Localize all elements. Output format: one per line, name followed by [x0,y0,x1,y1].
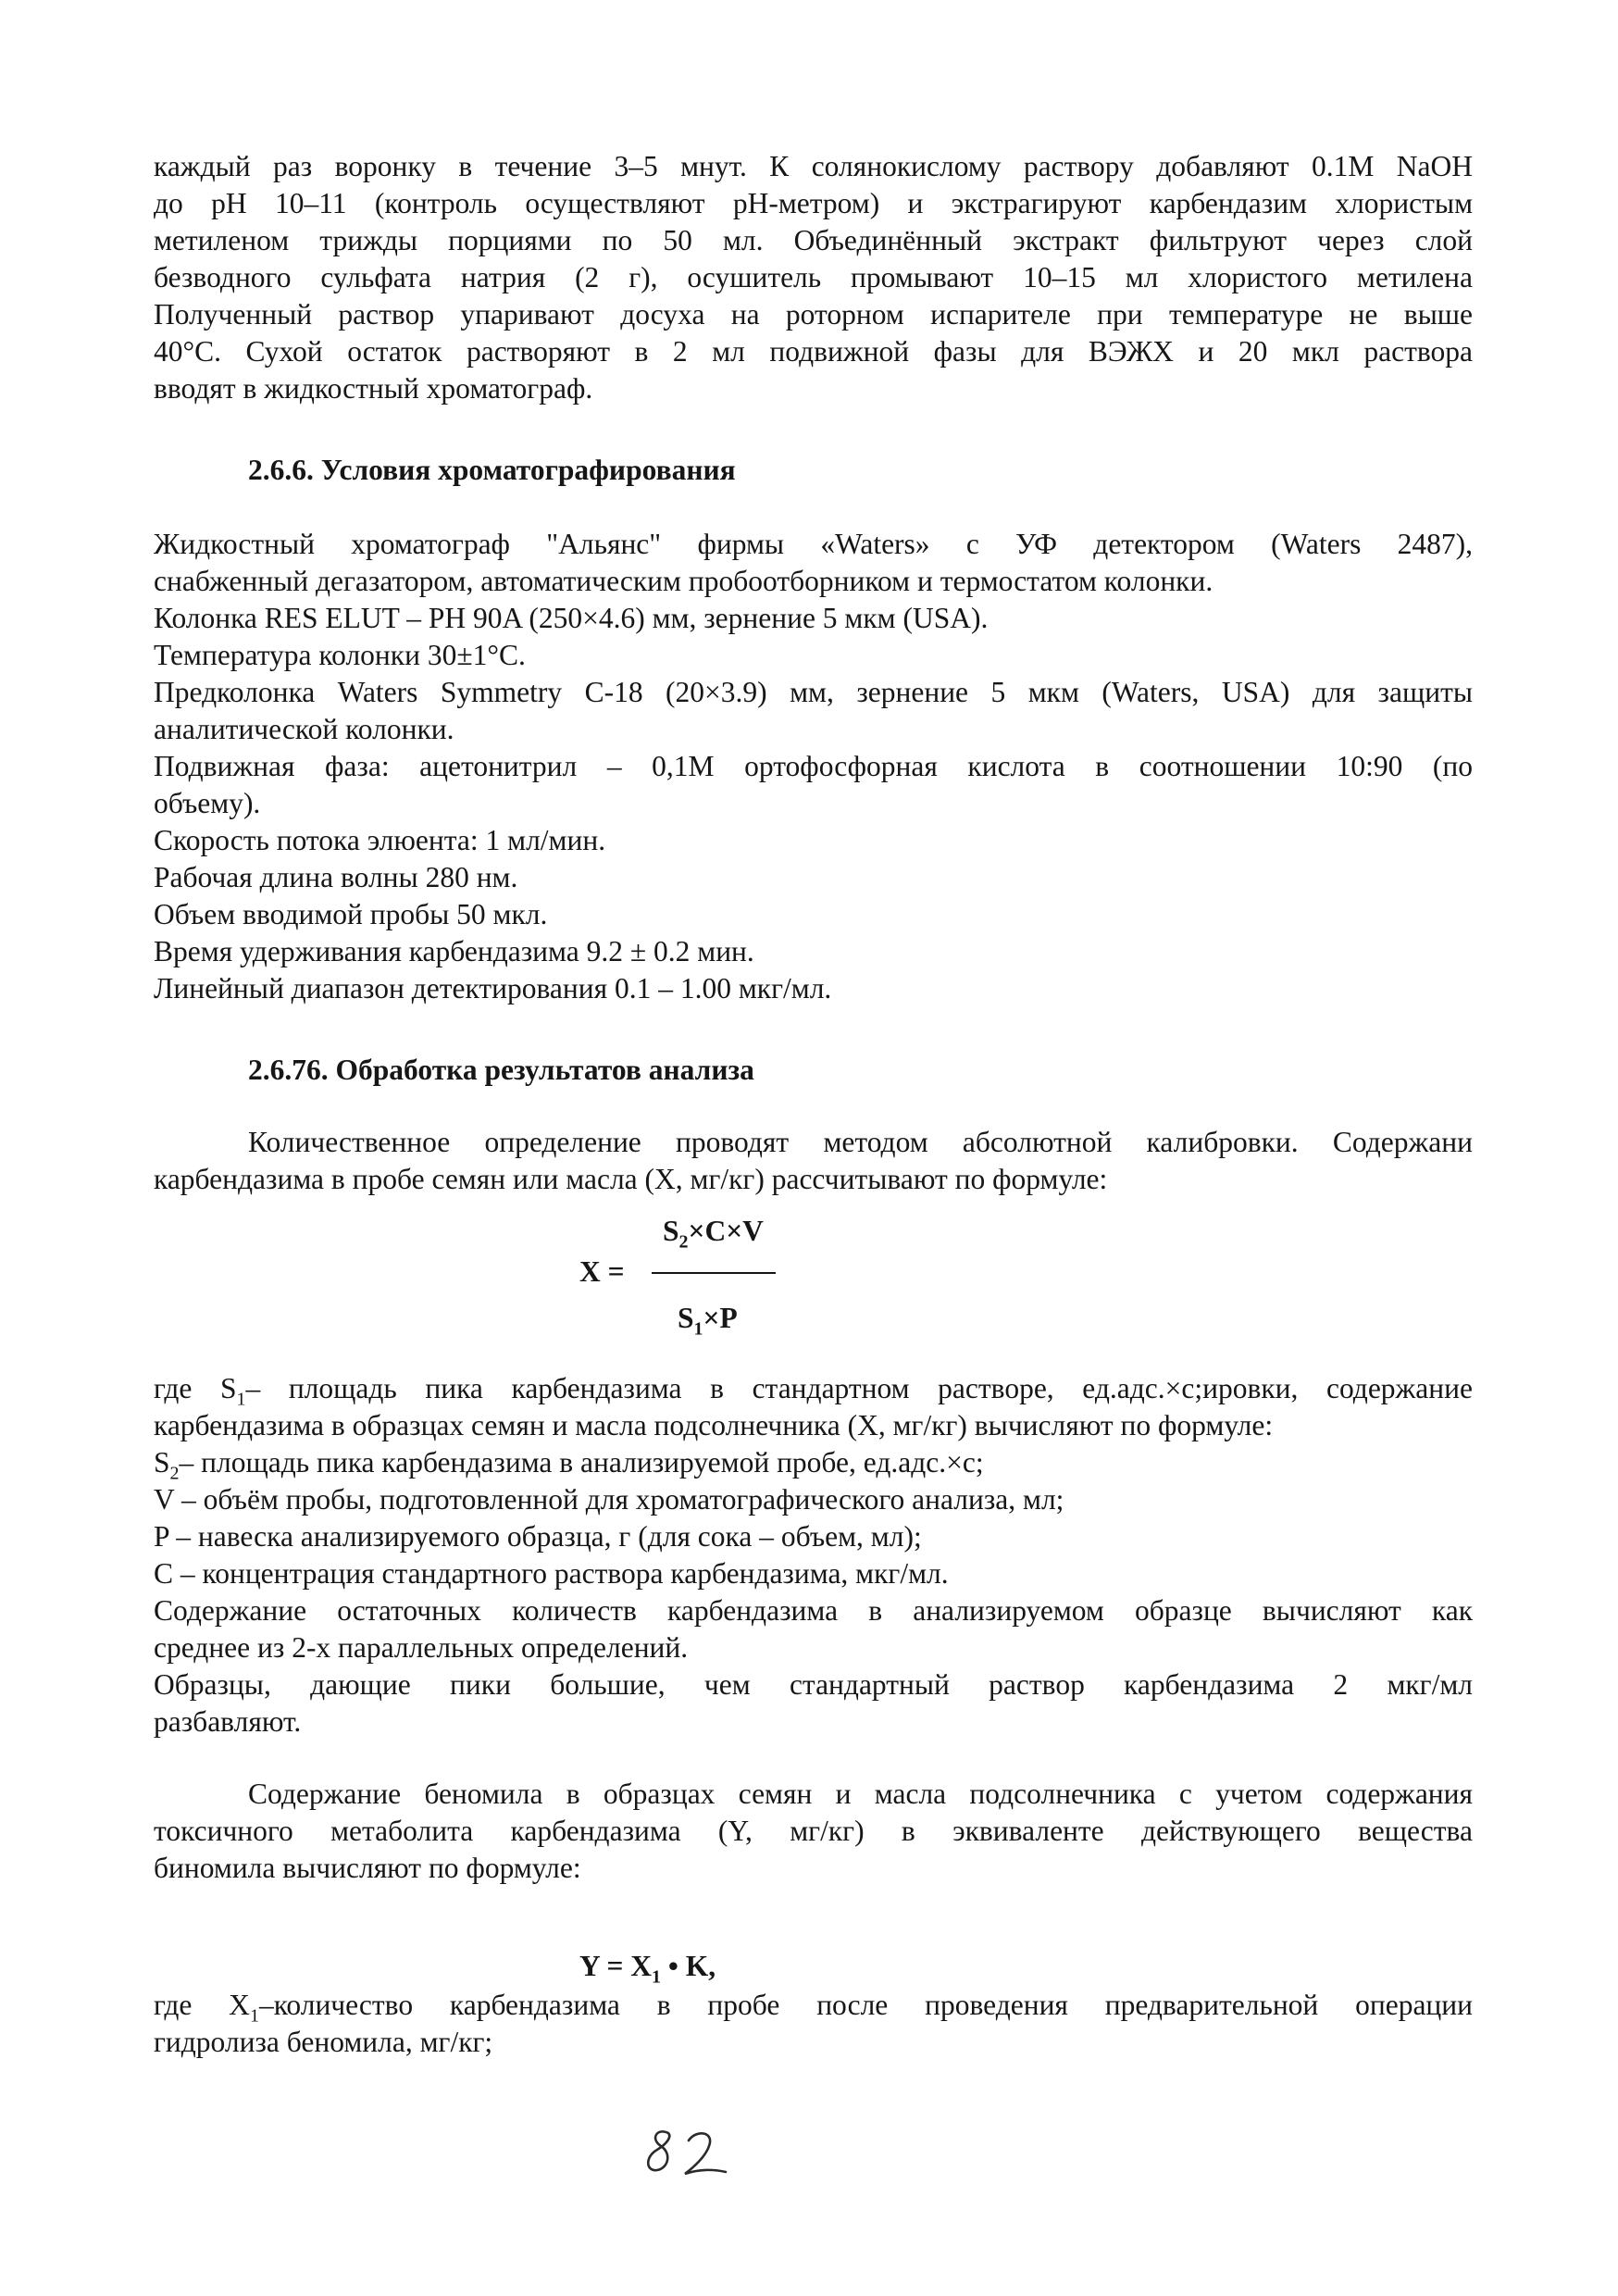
conditions-line-11: Объем вводимой пробы 50 мкл. [154,898,548,930]
formula-x-numerator: $S_2\times C\times V$ [663,1215,764,1253]
calc-para-line-1: Количественное определение проводят методом абсолютной калибровки. Содержани [248,1126,1473,1158]
avg-line-2: среднее из 2-х параллельных определений. [154,1631,689,1664]
intro-line-7: вводят в жидкостный хроматограф. [154,372,593,405]
intro-line-1: каждый раз воронку в течение 3–5 мнут. К солянокислому раствору добавляют 0.1М NaOH [154,150,1473,182]
conditions-line-1: Жидкостный хроматограф "Альянс" фирмы «Waters» с УФ детектором (Waters 2487), [154,528,1473,560]
dilute-line-1: Образцы, дающие пики большие, чем стандартный раствор карбендазима 2 мкг/мл [154,1668,1473,1701]
calc-para-line-2: карбендазима в пробе семян или масла (Х, мг/кг) рассчитывают по формуле: [154,1163,1108,1195]
formula-x-lhs: X = [579,1255,625,1288]
conditions-line-10: Рабочая длина волны 280 нм. [154,861,518,893]
avg-line-1: Содержание остаточных количеств карбендазима в анализируемом образце вычисляют как [154,1594,1473,1627]
conditions-line-12: Время удерживания карбендазима 9.2 ± 0.2 мин. [154,935,754,967]
handwritten-page-number [641,2120,742,2185]
benomyl-line-1: Содержание беномила в образцах семян и масла подсолнечника с учетом содержания [248,1778,1473,1810]
def-s1-line-2: карбендазима в образцах семян и масла подсолнечника (Х, мг/кг) вычисляют по формуле: [154,1409,1274,1441]
conditions-line-13: Линейный диапазон детектирования 0.1 – 1.00 мкг/мл. [154,972,832,1004]
section-266-heading: 2.6.6. Условия хроматографирования [248,454,736,486]
def-p: P – навеска анализируемого образца, г (для сока – объем, мл); [154,1520,922,1553]
conditions-line-6: аналитической колонки. [154,713,454,745]
conditions-line-8: объему). [154,787,261,819]
intro-line-5: Полученный раствор упаривают досуха на роторном испарителе при температуре не выше [154,298,1473,331]
def-s1-line-1: где $S_1-$ площадь пика карбендазима в стандартном растворе, ед.адс.×с;ировки, содержание [154,1372,1473,1410]
where-x1-line-1: где $X_1$–количество карбендазима в пробе после проведения предварительной операции [154,1989,1473,2027]
where-x1-line-2: гидролиза беномила, мг/кг; [154,2026,493,2058]
conditions-line-4: Температура колонки 30±1°С. [154,639,526,671]
intro-line-4: безводного сульфата натрия (2 г), осушитель промывают 10–15 мл хлористого метилена [154,261,1473,293]
intro-line-3: метиленом трижды порциями по 50 мл. Объединённый экстракт фильтруют через слой [154,224,1473,256]
conditions-line-2: снабженный дегазатором, автоматическим пробоотборником и термостатом колонки. [154,565,1214,597]
def-v: V – объём пробы, подготовленной для хроматографического анализа, мл; [154,1483,1064,1516]
formula-y: $Y = X_1$ • K, [579,1950,716,1988]
def-s2: $S_2-$ площадь пика карбендазима в анализируемой пробе, ед.адс.×с; [154,1446,984,1484]
section-2676-heading: 2.6.76. Обработка результатов анализа [248,1054,754,1086]
def-c: С – концентрация стандартного раствора карбендазима, мкг/мл. [154,1557,949,1590]
conditions-line-3: Колонка RES ELUT – PH 90A (250×4.6) мм, зернение 5 мкм (USA). [154,602,989,634]
benomyl-line-2: токсичного метаболита карбендазима (Y, мг/кг) в эквиваленте действующего вещества [154,1815,1473,1847]
conditions-line-7: Подвижная фаза: ацетонитрил – 0,1М ортофосфорная кислота в соотношении 10:90 (по [154,750,1473,782]
intro-line-2: до рН 10–11 (контроль осуществляют рН-метром) и экстрагируют карбендазим хлористым [154,187,1473,219]
intro-line-6: 40°С. Сухой остаток растворяют в 2 мл подвижной фазы для ВЭЖХ и 20 мкл раствора [154,335,1473,368]
formula-x-denominator: $S_1\times P$ [678,1302,738,1340]
formula-x-fraction-bar [652,1272,776,1274]
dilute-line-2: разбавляют. [154,1705,302,1738]
conditions-line-9: Скорость потока элюента: 1 мл/мин. [154,824,606,856]
conditions-line-5: Предколонка Waters Symmetry C-18 (20×3.9) мм, зернение 5 мкм (Waters, USA) для защиты [154,676,1473,708]
benomyl-line-3: биномила вычисляют по формуле: [154,1852,581,1884]
